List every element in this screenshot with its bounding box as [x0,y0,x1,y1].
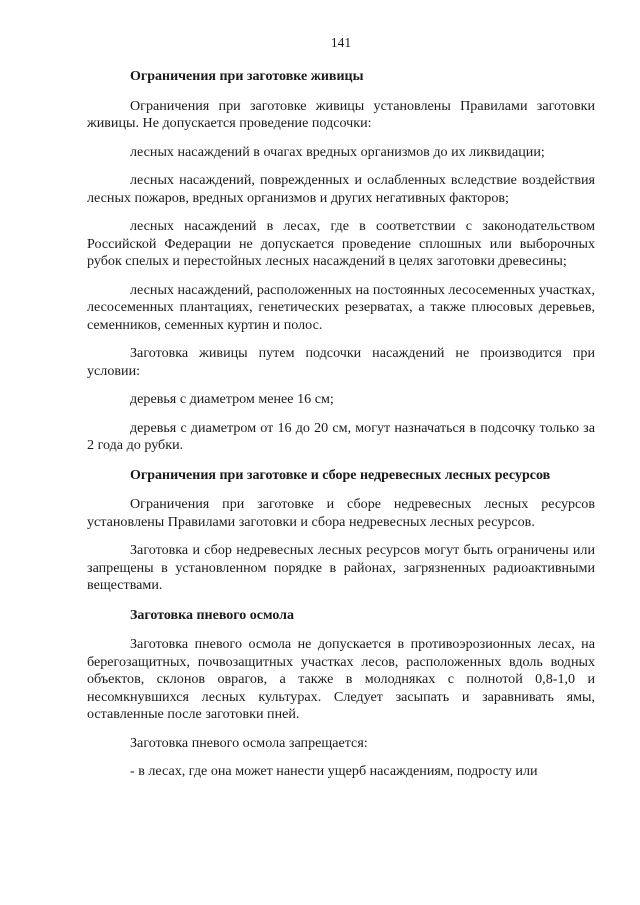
paragraph: лесных насаждений, поврежденных и ослабленных вследствие воздействия лесных пожаров, вредных организмов и других негативных факторов; [87,172,595,206]
paragraph: Заготовка живицы путем подсочки насаждений не производится при условии: [87,345,595,379]
section-heading: Ограничения при заготовке и сборе недревесных лесных ресурсов [130,467,551,483]
section-heading: Заготовка пневого осмола [130,607,295,623]
paragraph: Заготовка пневого осмола запрещается: [130,734,368,751]
paragraph: лесных насаждений в лесах, где в соответствии с законодательством Российской Федерации не допускается проведение сплошных или выборочных рубок спелых и перестойных лесных насаждений в целях заготовки древесины; [87,218,595,269]
section-non-timber-restrictions [87,467,595,595]
section-stump-resin [87,607,595,781]
paragraph: лесных насаждений в очагах вредных организмов до их ликвидации; [130,143,545,160]
paragraph: Заготовка и сбор недревесных лесных ресурсов могут быть ограничены или запрещены в установленном порядке в районах, загрязненных радиоактивными веществами. [87,542,595,593]
page-number: 141 [330,35,352,50]
paragraph: деревья с диаметром менее 16 см; [130,391,334,407]
paragraph: Ограничения при заготовке живицы установлены Правилами заготовки живицы. Не допускается проведение подсочки: [87,97,595,131]
paragraph: деревья с диаметром от 16 до 20 см, могут назначаться в подсочку только за 2 года до рубки. [87,419,595,453]
section-resin-restrictions [87,68,595,455]
paragraph: Заготовка пневого осмола не допускается в противоэрозионных лесах, на берегозащитных, почвозащитных участках лесов, расположенных вдоль водных объектов, склонов оврагов, а также в молодняках с полнотой 0,8-1,0 и несомкнувшихся лесных культурах. Следует засыпать и заравнивать ямы, оставленные после заготовки пней. [87,636,595,722]
paragraph: - в лесах, где она может нанести ущерб насаждениям, подросту или [130,763,538,779]
paragraph: Ограничения при заготовке и сборе недревесных лесных ресурсов установлены Правилами заготовки и сбора недревесных лесных ресурсов. [87,496,595,530]
document-page [87,34,595,781]
paragraph: лесных насаждений, расположенных на постоянных лесосеменных участках, лесосеменных плантациях, генетических резерватах, а также плюсовых деревьев, семенников, семенных куртин и полос. [87,281,595,333]
section-heading: Ограничения при заготовке живицы [130,69,364,84]
